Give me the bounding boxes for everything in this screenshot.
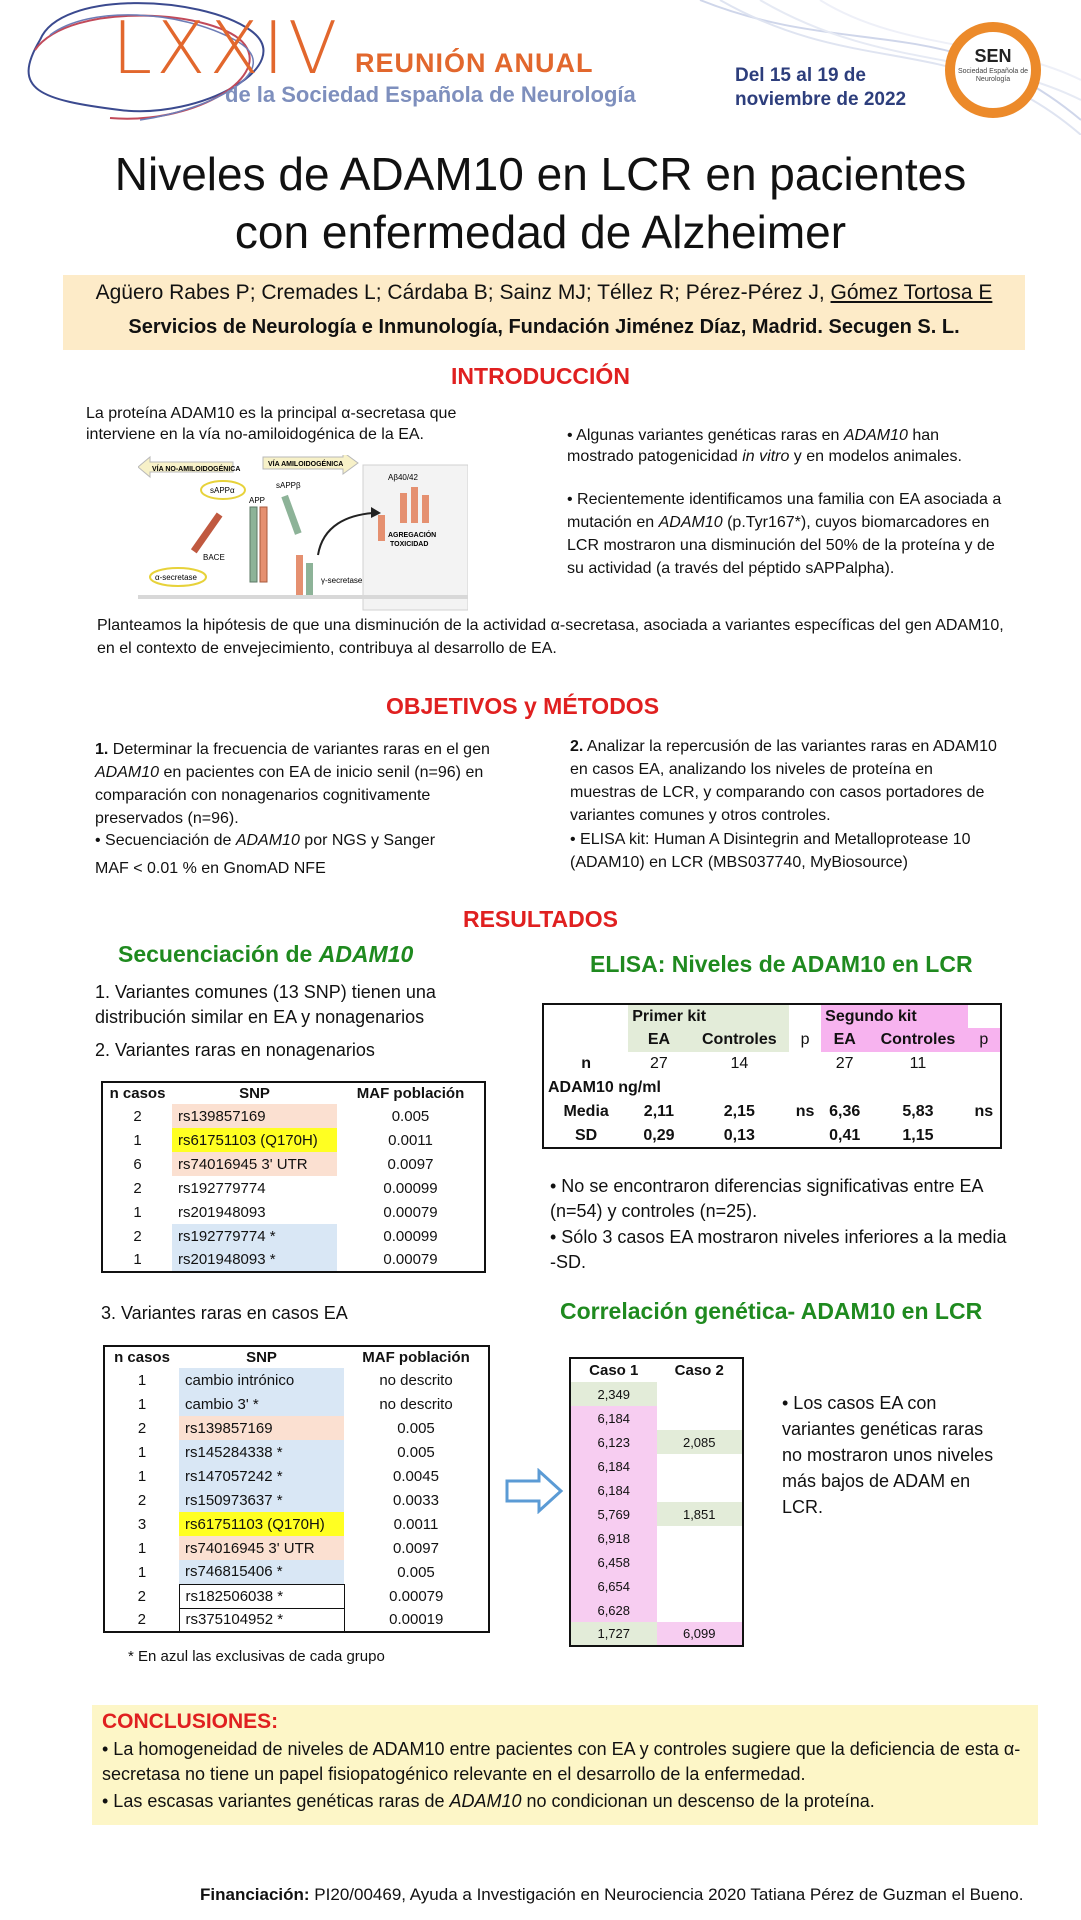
ea-variants-table <box>103 1345 490 1633</box>
table-row <box>104 1560 489 1584</box>
table-row <box>102 1248 485 1272</box>
label-abeta: Aβ40/42 <box>388 473 418 482</box>
empty-cell <box>789 1052 821 1076</box>
table-row <box>570 1526 743 1550</box>
objective-2-method: • ELISA kit: Human A Disintegrin and Metalloprotease 10 (ADAM10) en LCR (MBS037740, MyBiosource) <box>570 831 971 871</box>
cell-maf: no descrito <box>379 1395 453 1413</box>
mean-ea-1: 2,11 <box>643 1103 675 1120</box>
cell-maf: 0.0097 <box>393 1539 439 1557</box>
second-kit-label: Segundo kit <box>821 1004 968 1028</box>
cell-n-casos: 3 <box>137 1515 147 1533</box>
elisa-n-row <box>543 1052 1001 1076</box>
cell-maf: 0.005 <box>397 1443 435 1461</box>
col-snp: SNP <box>239 1085 270 1102</box>
cell-caso-2 <box>657 1478 744 1502</box>
table-header-row <box>104 1346 489 1368</box>
table-footnote: * En azul las exclusivas de cada grupo <box>128 1648 385 1665</box>
controls-header-2: Controles <box>868 1028 967 1052</box>
objective-1 <box>95 738 495 830</box>
text: ADAM10 <box>658 514 723 531</box>
cell-maf: 0.00099 <box>383 1179 438 1197</box>
cell-caso-2 <box>657 1574 744 1598</box>
cell-caso-2 <box>657 1550 744 1574</box>
elisa-table <box>542 1003 1002 1149</box>
controls-header-1: Controles <box>690 1028 789 1052</box>
text: 2. <box>570 738 584 755</box>
text: ADAM10 <box>235 832 300 849</box>
table-row <box>102 1128 485 1152</box>
text: en pacientes con EA de inicio senil (n=96) en comparación con nonagenarios cognitivamente preservados (n=96). <box>95 764 484 827</box>
intro-left-text: La proteína ADAM10 es la principal α-secretasa que interviene en la vía no-amiloidogénica de la EA. <box>86 405 457 443</box>
table-row <box>570 1598 743 1622</box>
text: Determinar la frecuencia de variantes raras en el gen <box>108 741 490 758</box>
col-snp: SNP <box>246 1349 277 1366</box>
table-row <box>570 1478 743 1502</box>
sd-ctrl-1: 0,13 <box>723 1126 755 1144</box>
cell-snp: rs150973637 * <box>179 1488 344 1512</box>
mean-p-2: ns <box>974 1103 994 1120</box>
intro-title: INTRODUCCIÓN <box>451 363 630 389</box>
cell-maf: 0.00079 <box>389 1587 444 1605</box>
empty-cell <box>968 1124 1001 1148</box>
cell-n-casos: 1 <box>133 1131 142 1149</box>
cell-n-casos: 2 <box>133 1179 142 1197</box>
cell-n-casos: 1 <box>137 1467 147 1485</box>
n-ea-2: 27 <box>835 1055 854 1072</box>
cell-snp: cambio intrónico <box>179 1368 344 1392</box>
cell-snp: rs375104952 * <box>179 1608 344 1632</box>
p-header-2: p <box>968 1028 1001 1052</box>
poster-header <box>0 0 1081 135</box>
sen-logo-subtitle: Sociedad Española de Neurología <box>957 68 1029 83</box>
empty-cell <box>543 1004 628 1028</box>
text: • Secuenciación de <box>95 832 236 849</box>
cell-caso-2: 2,085 <box>657 1430 744 1454</box>
correlation-text: • Los casos EA con variantes genéticas raras no mostraron unos niveles más bajos de ADAM en LCR. <box>782 1393 994 1517</box>
cell-snp: rs145284338 * <box>179 1440 344 1464</box>
cell-snp: rs201948093 * <box>172 1248 337 1272</box>
seq-point-1: 1. Variantes comunes (13 SNP) tienen una distribución similar en EA y nonagenarios <box>95 982 436 1027</box>
cell-n-casos: 1 <box>133 1251 142 1268</box>
cell-snp: rs192779774 <box>178 1179 266 1197</box>
cell-maf: 0.00019 <box>389 1611 444 1628</box>
table-row <box>570 1574 743 1598</box>
label-amyloidogenic: VÍA AMILOIDOGÉNICA <box>268 461 344 468</box>
objective-1-maf: MAF < 0.01 % en GnomAD NFE <box>95 860 326 877</box>
society-name: de la Sociedad Española de Neurología <box>225 82 636 107</box>
ea-header-2: EA <box>821 1028 868 1052</box>
empty-cell <box>543 1028 628 1052</box>
text: han mostrado patogenicidad <box>567 427 940 465</box>
n-label: n <box>581 1055 591 1072</box>
cell-snp: rs139857169 <box>172 1104 337 1128</box>
amyloid-pathway-diagram <box>138 455 468 615</box>
table-row <box>104 1464 489 1488</box>
mean-ctrl-1: 2,15 <box>723 1103 755 1120</box>
authors-list: Agüero Rabes P; Cremades L; Cárdaba B; Sainz MJ; Téllez R; Pérez-Pérez J, <box>95 281 831 304</box>
table-row <box>104 1392 489 1416</box>
cell-caso-2 <box>657 1598 744 1622</box>
intro-bullet-1 <box>567 425 1007 467</box>
elisa-kit-row <box>543 1004 1001 1028</box>
sd-ctrl-2: 1,15 <box>902 1126 934 1144</box>
cell-snp: rs147057242 * <box>179 1464 344 1488</box>
text: ADAM10 <box>449 1791 522 1811</box>
cell-caso-1: 6,918 <box>570 1526 657 1550</box>
meeting-label: REUNIÓN ANUAL <box>355 48 594 78</box>
cell-n-casos: 1 <box>137 1563 147 1581</box>
seq-point-3: 3. Variantes raras en casos EA <box>101 1303 348 1323</box>
elisa-group-row <box>543 1028 1001 1052</box>
right-arrow-icon <box>505 1468 565 1514</box>
table-row <box>102 1176 485 1200</box>
cell-snp: rs139857169 <box>179 1416 344 1440</box>
objective-2 <box>570 735 1000 827</box>
empty-cell <box>789 1004 821 1028</box>
conclusions-title: CONCLUSIONES: <box>102 1710 279 1733</box>
table-row <box>102 1104 485 1128</box>
label-no-amyloidogenic: VÍA NO-AMILOIDOGÉNICA <box>152 466 241 473</box>
cell-caso-1: 2,349 <box>570 1382 657 1406</box>
table-row <box>570 1382 743 1406</box>
conclusion-1: • La homogeneidad de niveles de ADAM10 entre pacientes con EA y controles sugiere que la deficiencia de esta α-secretasa no tiene un papel fisiopatogénico relevante en el desarrollo de la enfermedad. <box>102 1739 1021 1784</box>
text: (p.Tyr167*), cuyos biomarcadores en LCR mostraron una disminución del 50% de la proteína y de su actividad (a través del péptido sAPPalpha). <box>567 514 995 577</box>
nonagenarian-variants-table <box>101 1081 486 1273</box>
cell-n-casos: 1 <box>137 1443 147 1461</box>
empty-cell <box>968 1004 1001 1028</box>
cell-snp: cambio 3' * <box>179 1392 344 1416</box>
elisa-sd-row <box>543 1124 1001 1148</box>
col-caso-2: Caso 2 <box>674 1362 724 1379</box>
table-row <box>104 1416 489 1440</box>
title-line-2: con enfermedad de Alzheimer <box>234 206 847 258</box>
elisa-mean-row <box>543 1100 1001 1124</box>
seq-point-2: 2. Variantes raras en nonagenarios <box>95 1040 375 1060</box>
cell-snp: rs74016945 3' UTR <box>172 1152 337 1176</box>
cell-n-casos: 1 <box>137 1371 147 1389</box>
conclusion-2 <box>102 1789 1022 1814</box>
table-row <box>570 1550 743 1574</box>
sen-logo-text: SEN <box>974 46 1012 66</box>
first-kit-label: Primer kit <box>628 1004 789 1028</box>
cell-n-casos: 2 <box>137 1419 147 1437</box>
label-bace: BACE <box>203 553 225 562</box>
empty-cell <box>789 1124 821 1148</box>
text: ADAM10 <box>95 764 160 781</box>
objectives-title: OBJETIVOS y MÉTODOS <box>385 693 660 719</box>
table-row <box>104 1488 489 1512</box>
cell-caso-1: 6,654 <box>570 1574 657 1598</box>
cell-caso-1: 6,628 <box>570 1598 657 1622</box>
table-header-row <box>570 1358 743 1382</box>
text: 1. <box>95 741 109 758</box>
title-line-1: Niveles de ADAM10 en LCR en pacientes <box>114 148 967 200</box>
presenting-author: Gómez Tortosa E <box>830 281 993 304</box>
poster-title <box>20 145 1061 261</box>
n-ctrl-2: 11 <box>909 1055 927 1072</box>
results-title: RESULTADOS <box>462 906 619 932</box>
cell-n-casos: 2 <box>137 1611 146 1628</box>
empty-cell <box>968 1052 1001 1076</box>
sd-label: SD <box>575 1126 598 1144</box>
elisa-title: ELISA: Niveles de ADAM10 en LCR <box>590 951 973 977</box>
affiliation: Servicios de Neurología e Inmunología, Fundación Jiménez Díaz, Madrid. Secugen S. L. <box>128 316 960 338</box>
table-row <box>102 1224 485 1248</box>
table-row <box>102 1200 485 1224</box>
meeting-number: LXXIV <box>112 6 342 90</box>
col-maf: MAF población <box>362 1349 470 1366</box>
correlation-table <box>569 1357 744 1647</box>
unit-label: ADAM10 ng/ml <box>548 1079 661 1096</box>
cell-caso-1: 6,123 <box>570 1430 657 1454</box>
cell-n-casos: 2 <box>137 1491 147 1509</box>
cell-snp: rs182506038 * <box>179 1584 344 1608</box>
intro-bullet-2 <box>567 488 1007 580</box>
col-maf: MAF población <box>356 1085 465 1102</box>
mean-ctrl-2: 5,83 <box>902 1103 934 1120</box>
cell-snp: rs746815406 * <box>179 1560 344 1584</box>
text: por NGS y Sanger <box>299 832 436 849</box>
table-row <box>570 1406 743 1430</box>
table-row <box>570 1502 743 1526</box>
table-row <box>104 1584 489 1608</box>
sequencing-title <box>118 941 413 968</box>
text: y en modelos animales. <box>789 448 962 465</box>
col-n-casos: n casos <box>114 1349 170 1366</box>
cell-maf: 0.0011 <box>393 1515 439 1533</box>
ea-header-1: EA <box>628 1028 689 1052</box>
funding-label: Financiación: <box>200 1885 310 1904</box>
cell-maf: 0.005 <box>391 1107 430 1125</box>
label-sappa: sAPPα <box>210 486 235 495</box>
table-row <box>570 1454 743 1478</box>
cell-snp: rs74016945 3' UTR <box>179 1536 344 1560</box>
cell-caso-2 <box>657 1382 744 1406</box>
n-ea-1: 27 <box>650 1055 668 1072</box>
mean-ea-2: 6,36 <box>829 1103 861 1120</box>
cell-maf: no descrito <box>379 1371 453 1389</box>
text: no condicionan un descenso de la proteína. <box>521 1791 875 1811</box>
col-n-casos: n casos <box>109 1085 166 1102</box>
cell-n-casos: 1 <box>137 1395 147 1413</box>
label-gsecretase: γ-secretase <box>321 576 363 585</box>
hypothesis: Planteamos la hipótesis de que una disminución de la actividad α-secretasa, asociada a variantes específicas del gen ADAM10, en el contexto de envejecimiento, contribuya al desarrollo de EA. <box>97 617 1004 657</box>
cell-maf: 0.00079 <box>383 1251 438 1268</box>
elisa-bullet-1: • No se encontraron diferencias significativas entre EA (n=54) y controles (n=25). <box>550 1176 983 1221</box>
elisa-unit-row <box>543 1076 1001 1100</box>
text: ADAM10 <box>318 941 414 967</box>
cell-maf: 0.005 <box>397 1419 435 1437</box>
cell-maf: 0.005 <box>397 1563 435 1581</box>
table-row <box>104 1512 489 1536</box>
label-toxicidad: TOXICIDAD <box>390 541 429 548</box>
p-header-1: p <box>800 1031 810 1048</box>
funding-text: PI20/00469, Ayuda a Investigación en Neurociencia 2020 Tatiana Pérez de Guzman el Bueno. <box>309 1885 1024 1904</box>
authors-line <box>63 278 1025 308</box>
label-agregacion: AGREGACIÓN <box>388 532 437 539</box>
table-row <box>104 1440 489 1464</box>
cell-maf: 0.00079 <box>383 1203 438 1221</box>
cell-maf: 0.0045 <box>393 1467 439 1485</box>
cell-caso-1: 1,727 <box>570 1622 657 1646</box>
cell-n-casos: 2 <box>133 1107 142 1125</box>
cell-n-casos: 2 <box>133 1227 142 1245</box>
cell-maf: 0.00099 <box>383 1227 438 1245</box>
table-header-row <box>102 1082 485 1104</box>
table-row <box>104 1536 489 1560</box>
text: • Recientemente identificamos una familia con EA asociada a mutación en <box>567 491 1002 531</box>
cell-snp: rs61751103 (Q170H) <box>179 1512 344 1536</box>
cell-caso-1: 5,769 <box>570 1502 657 1526</box>
text: Analizar la repercusión de las variantes raras en ADAM10 en casos EA, analizando los niveles de proteína en muestras de LCR, y comparando con casos portadores de variantes comunes y otros controles. <box>570 738 997 824</box>
cell-caso-2 <box>657 1406 744 1430</box>
cell-caso-2: 6,099 <box>657 1622 744 1646</box>
text: • Las escasas variantes genéticas raras de <box>102 1791 450 1811</box>
cell-caso-1: 6,458 <box>570 1550 657 1574</box>
cell-caso-1: 6,184 <box>570 1478 657 1502</box>
cell-snp: rs201948093 <box>178 1203 266 1221</box>
cell-caso-1: 6,184 <box>570 1454 657 1478</box>
cell-n-casos: 1 <box>137 1539 147 1557</box>
cell-caso-2: 1,851 <box>657 1502 744 1526</box>
sd-ea-2: 0,41 <box>829 1126 861 1144</box>
cell-maf: 0.0011 <box>388 1131 433 1149</box>
text: in vitro <box>742 448 790 465</box>
label-sappb: sAPPβ <box>276 481 301 490</box>
label-app: APP <box>249 496 266 505</box>
text: ADAM10 <box>843 427 908 444</box>
empty-cell <box>690 1076 1001 1100</box>
dates-line-1: Del 15 al 19 de <box>735 65 866 86</box>
text: • Algunas variantes genéticas raras en <box>567 427 844 444</box>
cell-n-casos: 6 <box>133 1155 142 1173</box>
cell-snp: rs61751103 (Q170H) <box>172 1128 337 1152</box>
table-row <box>570 1430 743 1454</box>
funding <box>200 1885 1050 1905</box>
cell-n-casos: 1 <box>133 1203 142 1221</box>
cell-snp: rs192779774 * <box>172 1224 337 1248</box>
correlation-title: Correlación genética- ADAM10 en LCR <box>560 1298 983 1324</box>
cell-n-casos: 2 <box>137 1587 146 1605</box>
text: Secuenciación de <box>118 941 319 967</box>
table-row <box>102 1152 485 1176</box>
table-row <box>104 1608 489 1632</box>
cell-caso-2 <box>657 1526 744 1550</box>
cell-maf: 0.0033 <box>393 1491 439 1509</box>
n-ctrl-1: 14 <box>730 1055 749 1072</box>
sd-ea-1: 0,29 <box>643 1126 675 1144</box>
col-caso-1: Caso 1 <box>589 1362 639 1379</box>
meeting-dates <box>735 64 935 112</box>
table-row <box>104 1368 489 1392</box>
elisa-bullet-2: • Sólo 3 casos EA mostraron niveles inferiores a la media -SD. <box>550 1227 1007 1272</box>
label-asecretase: α-secretase <box>155 573 197 582</box>
cell-maf: 0.0097 <box>387 1155 434 1173</box>
objective-1-method <box>95 830 495 851</box>
cell-caso-2 <box>657 1454 744 1478</box>
table-row <box>570 1622 743 1646</box>
mean-label: Media <box>563 1103 609 1120</box>
cell-caso-1: 6,184 <box>570 1406 657 1430</box>
mean-p-1: ns <box>795 1103 815 1120</box>
dates-line-2: noviembre de 2022 <box>735 89 907 110</box>
